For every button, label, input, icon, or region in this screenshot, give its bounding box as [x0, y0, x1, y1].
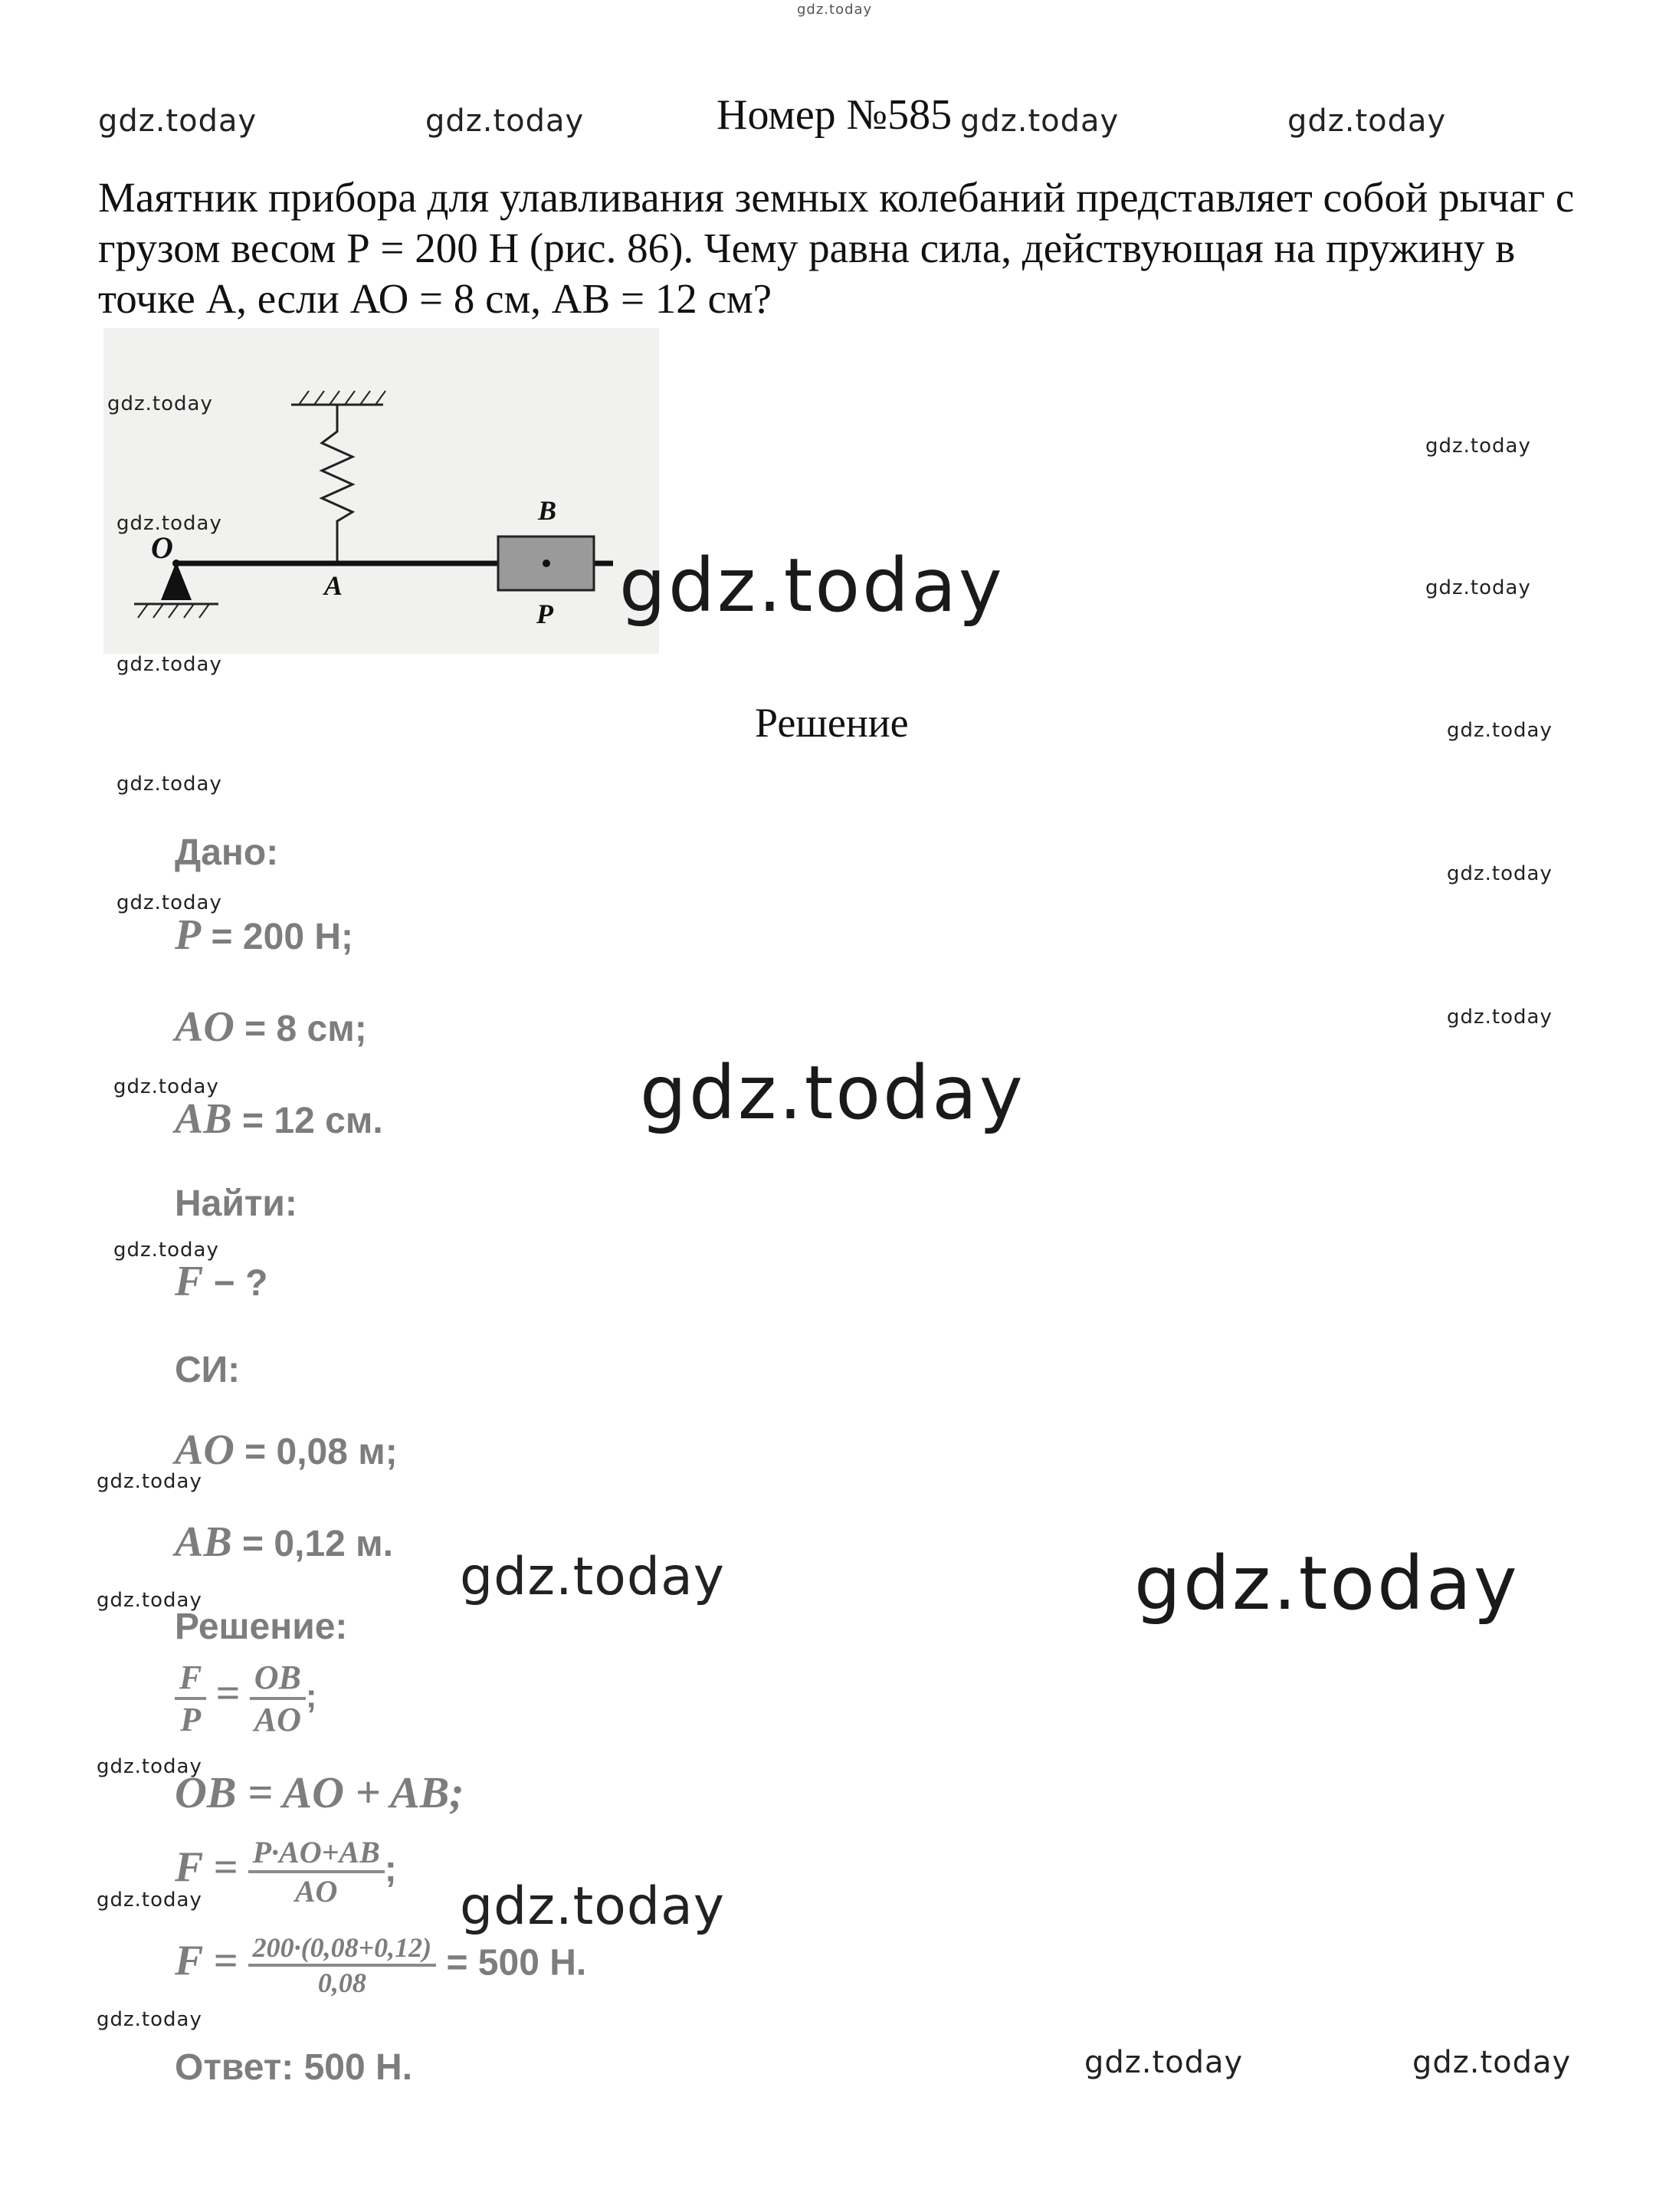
label-b: B — [538, 495, 557, 526]
watermark: gdz.today — [1447, 719, 1553, 742]
watermark: gdz.today — [1447, 862, 1553, 885]
page-title: Номер №585 — [717, 91, 953, 139]
spring — [322, 405, 353, 562]
watermark: gdz.today — [113, 1075, 219, 1098]
watermark: gdz.today — [98, 103, 257, 139]
watermark: gdz.today — [116, 512, 222, 535]
watermark: gdz.today — [1084, 2045, 1244, 2080]
equation-ratio: $\frac{F}{P}$ = $\frac{OB}{AO}$ ; — [175, 1658, 317, 1739]
solution-label: Решение: — [175, 1606, 348, 1647]
watermark: gdz.today — [425, 103, 585, 139]
label-a: A — [324, 570, 343, 601]
equation-result: F = $\frac{200\cdot(0,08+0,12)}{0,08}$ = 500 Н. — [175, 1932, 587, 1998]
si-label: СИ: — [175, 1350, 241, 1390]
watermark: gdz.today — [1287, 103, 1447, 139]
answer: Ответ: 500 Н. — [175, 2047, 413, 2088]
watermark: gdz.today — [97, 1755, 202, 1778]
watermark: gdz.today — [1447, 1006, 1553, 1029]
watermark: gdz.today — [97, 1470, 202, 1493]
watermark: gdz.today — [113, 1239, 219, 1262]
si-ao: AO = 0,08 м; — [175, 1426, 398, 1474]
ceiling-hatch — [299, 391, 385, 405]
watermark: gdz.today — [97, 2008, 202, 2031]
find-label: Найти: — [175, 1183, 297, 1224]
watermark: gdz.today — [116, 891, 222, 914]
lever-figure — [103, 328, 659, 654]
ground-hatch — [138, 604, 209, 618]
watermark: gdz.today — [97, 1589, 202, 1612]
label-o: O — [151, 530, 173, 565]
watermark-large: gdz.today — [640, 1050, 1025, 1136]
solution-heading: Решение — [755, 700, 909, 746]
watermark: gdz.today — [1425, 576, 1531, 599]
pivot-point — [172, 560, 180, 567]
watermark: gdz.today — [116, 773, 222, 796]
watermark: gdz.today — [960, 103, 1120, 139]
watermark: gdz.today — [107, 392, 213, 415]
watermark: gdz.today — [1412, 2045, 1572, 2080]
pivot-support — [161, 562, 192, 600]
given-label: Дано: — [175, 832, 279, 873]
watermark: gdz.today — [797, 2, 873, 18]
equation-ob: OB = AO + AB; — [175, 1767, 464, 1817]
watermark-medium: gdz.today — [460, 1547, 725, 1607]
watermark-large: gdz.today — [1134, 1541, 1520, 1626]
equation-f: F = $\frac{P\cdot AO+AB}{AO}$ ; — [175, 1835, 397, 1908]
si-ab: AB = 0,12 м. — [175, 1518, 394, 1566]
watermark: gdz.today — [116, 653, 222, 676]
watermark: gdz.today — [1425, 435, 1531, 458]
given-ao: AO = 8 см; — [175, 1003, 367, 1051]
problem-text: Маятник прибора для улавливания земных колебаний представляет собой рычаг с грузом весом Р = 200 Н (рис. 86). Чему равна сила, действующая на пружину в точке А, если АО = 8 см, АВ = 12 см? — [98, 174, 1575, 322]
weight-center — [543, 560, 550, 567]
find-value: F − ? — [175, 1258, 268, 1305]
watermark-medium: gdz.today — [460, 1876, 725, 1937]
given-p: P = 200 Н; — [175, 911, 353, 959]
label-p: P — [536, 599, 553, 629]
watermark: gdz.today — [97, 1889, 202, 1912]
lever-diagram — [103, 328, 659, 654]
given-ab: AB = 12 см. — [175, 1095, 383, 1143]
watermark-large: gdz.today — [619, 543, 1005, 628]
